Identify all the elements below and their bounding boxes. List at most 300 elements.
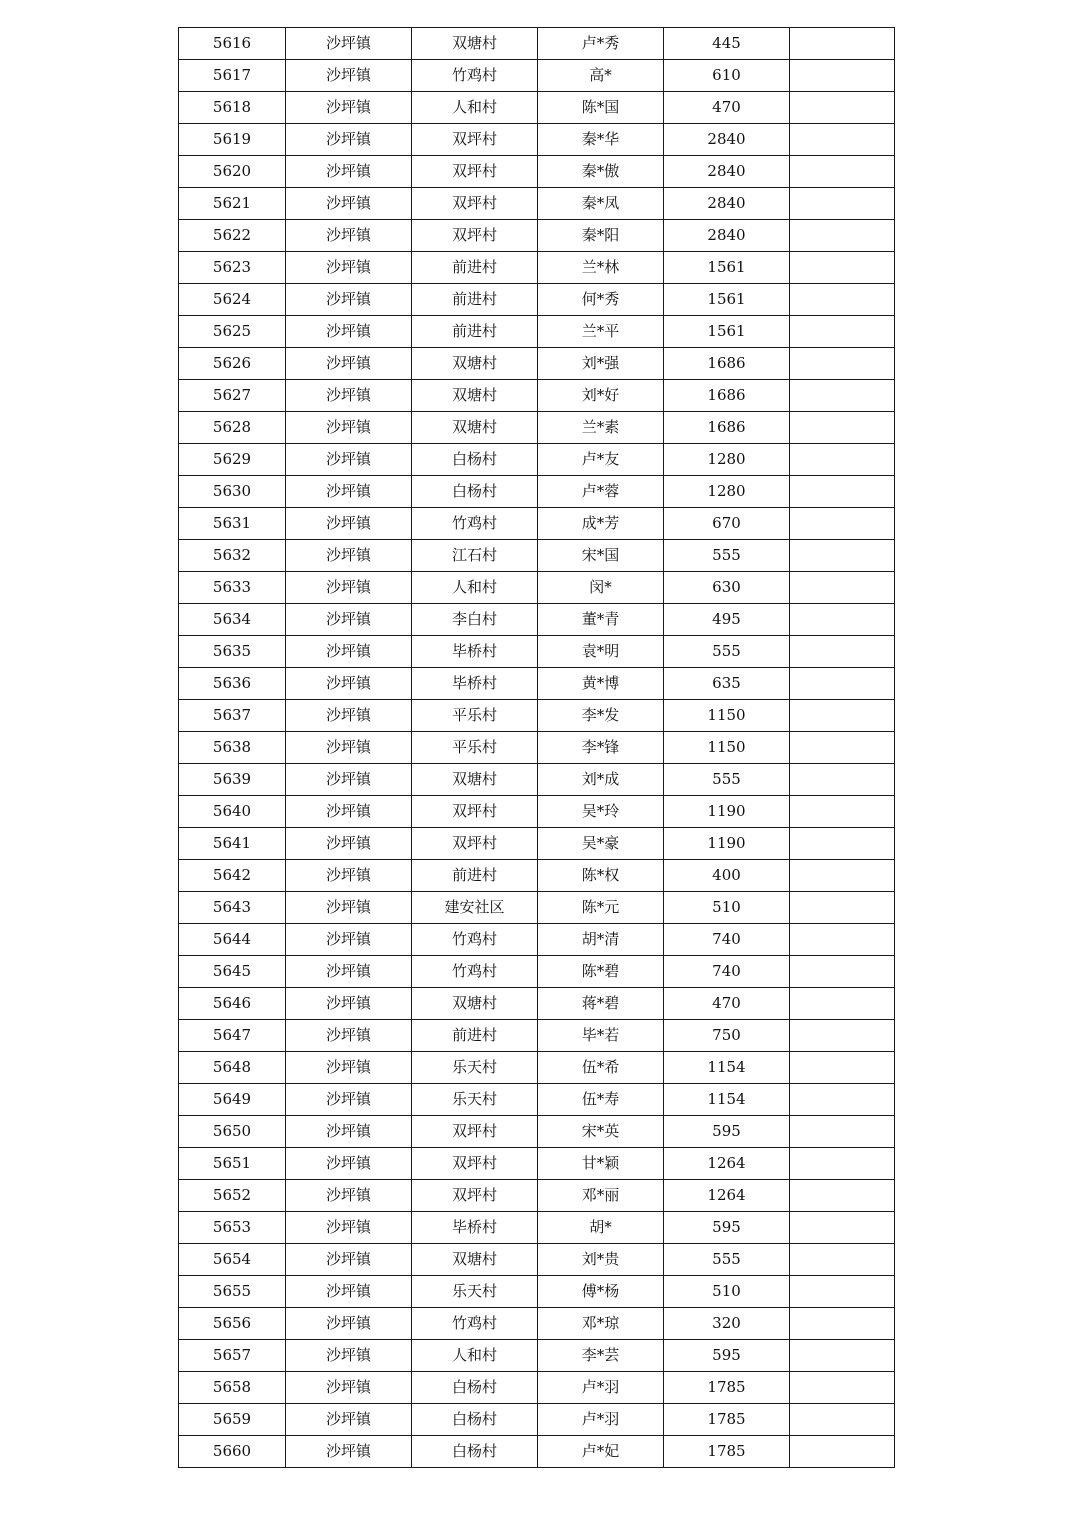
name-cell: 兰*林 xyxy=(538,252,664,284)
note-cell xyxy=(790,124,895,156)
name-cell: 秦*傲 xyxy=(538,156,664,188)
town-cell: 沙坪镇 xyxy=(286,700,412,732)
row-number-cell: 5626 xyxy=(179,348,286,380)
village-cell: 前进村 xyxy=(412,860,538,892)
name-cell: 吴*豪 xyxy=(538,828,664,860)
note-cell xyxy=(790,476,895,508)
note-cell xyxy=(790,604,895,636)
note-cell xyxy=(790,764,895,796)
name-cell: 刘*好 xyxy=(538,380,664,412)
amount-cell: 635 xyxy=(664,668,790,700)
village-cell: 双坪村 xyxy=(412,1180,538,1212)
table-row xyxy=(179,796,895,828)
town-cell: 沙坪镇 xyxy=(286,1020,412,1052)
town-cell: 沙坪镇 xyxy=(286,60,412,92)
amount-cell: 320 xyxy=(664,1308,790,1340)
name-cell: 卢*蓉 xyxy=(538,476,664,508)
table-row xyxy=(179,1308,895,1340)
row-number-cell: 5616 xyxy=(179,28,286,60)
village-cell: 竹鸡村 xyxy=(412,1308,538,1340)
row-number-cell: 5658 xyxy=(179,1372,286,1404)
amount-cell: 2840 xyxy=(664,220,790,252)
name-cell: 伍*寿 xyxy=(538,1084,664,1116)
village-cell: 双坪村 xyxy=(412,828,538,860)
name-cell: 黄*博 xyxy=(538,668,664,700)
row-number-cell: 5657 xyxy=(179,1340,286,1372)
amount-cell: 1561 xyxy=(664,316,790,348)
town-cell: 沙坪镇 xyxy=(286,1404,412,1436)
village-cell: 双塘村 xyxy=(412,988,538,1020)
name-cell: 李*芸 xyxy=(538,1340,664,1372)
row-number-cell: 5647 xyxy=(179,1020,286,1052)
table-row xyxy=(179,60,895,92)
village-cell: 双塘村 xyxy=(412,380,538,412)
table-row xyxy=(179,1180,895,1212)
name-cell: 兰*素 xyxy=(538,412,664,444)
amount-cell: 400 xyxy=(664,860,790,892)
village-cell: 双塘村 xyxy=(412,348,538,380)
name-cell: 刘*强 xyxy=(538,348,664,380)
name-cell: 秦*华 xyxy=(538,124,664,156)
row-number-cell: 5656 xyxy=(179,1308,286,1340)
name-cell: 胡*清 xyxy=(538,924,664,956)
note-cell xyxy=(790,1116,895,1148)
town-cell: 沙坪镇 xyxy=(286,572,412,604)
town-cell: 沙坪镇 xyxy=(286,156,412,188)
town-cell: 沙坪镇 xyxy=(286,1084,412,1116)
note-cell xyxy=(790,1180,895,1212)
town-cell: 沙坪镇 xyxy=(286,1276,412,1308)
row-number-cell: 5623 xyxy=(179,252,286,284)
row-number-cell: 5639 xyxy=(179,764,286,796)
name-cell: 董*青 xyxy=(538,604,664,636)
village-cell: 双塘村 xyxy=(412,764,538,796)
name-cell: 成*芳 xyxy=(538,508,664,540)
village-cell: 竹鸡村 xyxy=(412,60,538,92)
row-number-cell: 5642 xyxy=(179,860,286,892)
amount-cell: 1190 xyxy=(664,796,790,828)
note-cell xyxy=(790,220,895,252)
town-cell: 沙坪镇 xyxy=(286,636,412,668)
town-cell: 沙坪镇 xyxy=(286,732,412,764)
village-cell: 人和村 xyxy=(412,1340,538,1372)
note-cell xyxy=(790,572,895,604)
village-cell: 竹鸡村 xyxy=(412,956,538,988)
town-cell: 沙坪镇 xyxy=(286,1340,412,1372)
note-cell xyxy=(790,316,895,348)
table-row xyxy=(179,380,895,412)
row-number-cell: 5644 xyxy=(179,924,286,956)
table-row xyxy=(179,924,895,956)
amount-cell: 1264 xyxy=(664,1148,790,1180)
town-cell: 沙坪镇 xyxy=(286,1308,412,1340)
note-cell xyxy=(790,732,895,764)
table-row xyxy=(179,1372,895,1404)
note-cell xyxy=(790,1276,895,1308)
note-cell xyxy=(790,156,895,188)
row-number-cell: 5628 xyxy=(179,412,286,444)
table-row xyxy=(179,316,895,348)
amount-cell: 1154 xyxy=(664,1052,790,1084)
row-number-cell: 5620 xyxy=(179,156,286,188)
town-cell: 沙坪镇 xyxy=(286,1372,412,1404)
amount-cell: 555 xyxy=(664,540,790,572)
row-number-cell: 5636 xyxy=(179,668,286,700)
village-cell: 双坪村 xyxy=(412,124,538,156)
note-cell xyxy=(790,892,895,924)
village-cell: 双塘村 xyxy=(412,412,538,444)
table-row xyxy=(179,764,895,796)
amount-cell: 1785 xyxy=(664,1436,790,1468)
row-number-cell: 5617 xyxy=(179,60,286,92)
amount-cell: 740 xyxy=(664,956,790,988)
town-cell: 沙坪镇 xyxy=(286,348,412,380)
amount-cell: 1686 xyxy=(664,412,790,444)
table-row xyxy=(179,1404,895,1436)
amount-cell: 595 xyxy=(664,1212,790,1244)
table-row xyxy=(179,1020,895,1052)
village-cell: 白杨村 xyxy=(412,476,538,508)
row-number-cell: 5653 xyxy=(179,1212,286,1244)
village-cell: 双塘村 xyxy=(412,28,538,60)
table-row xyxy=(179,1276,895,1308)
row-number-cell: 5650 xyxy=(179,1116,286,1148)
name-cell: 胡* xyxy=(538,1212,664,1244)
name-cell: 刘*成 xyxy=(538,764,664,796)
town-cell: 沙坪镇 xyxy=(286,28,412,60)
note-cell xyxy=(790,1148,895,1180)
note-cell xyxy=(790,28,895,60)
table-row xyxy=(179,284,895,316)
village-cell: 毕桥村 xyxy=(412,636,538,668)
row-number-cell: 5654 xyxy=(179,1244,286,1276)
name-cell: 秦*凤 xyxy=(538,188,664,220)
village-cell: 乐天村 xyxy=(412,1052,538,1084)
table-row xyxy=(179,700,895,732)
row-number-cell: 5659 xyxy=(179,1404,286,1436)
table-row xyxy=(179,1436,895,1468)
name-cell: 卢*秀 xyxy=(538,28,664,60)
row-number-cell: 5638 xyxy=(179,732,286,764)
table-row xyxy=(179,1148,895,1180)
name-cell: 李*发 xyxy=(538,700,664,732)
village-cell: 双坪村 xyxy=(412,188,538,220)
village-cell: 竹鸡村 xyxy=(412,508,538,540)
amount-cell: 555 xyxy=(664,636,790,668)
table-row xyxy=(179,220,895,252)
name-cell: 宋*英 xyxy=(538,1116,664,1148)
note-cell xyxy=(790,1212,895,1244)
village-cell: 江石村 xyxy=(412,540,538,572)
village-cell: 双坪村 xyxy=(412,1148,538,1180)
name-cell: 陈*权 xyxy=(538,860,664,892)
row-number-cell: 5634 xyxy=(179,604,286,636)
table-row xyxy=(179,988,895,1020)
name-cell: 陈*元 xyxy=(538,892,664,924)
name-cell: 伍*希 xyxy=(538,1052,664,1084)
village-cell: 白杨村 xyxy=(412,1372,538,1404)
village-cell: 平乐村 xyxy=(412,700,538,732)
row-number-cell: 5619 xyxy=(179,124,286,156)
village-cell: 前进村 xyxy=(412,284,538,316)
village-cell: 平乐村 xyxy=(412,732,538,764)
name-cell: 陈*国 xyxy=(538,92,664,124)
note-cell xyxy=(790,924,895,956)
town-cell: 沙坪镇 xyxy=(286,412,412,444)
town-cell: 沙坪镇 xyxy=(286,508,412,540)
village-cell: 白杨村 xyxy=(412,1436,538,1468)
row-number-cell: 5655 xyxy=(179,1276,286,1308)
row-number-cell: 5632 xyxy=(179,540,286,572)
village-cell: 乐天村 xyxy=(412,1084,538,1116)
note-cell xyxy=(790,828,895,860)
town-cell: 沙坪镇 xyxy=(286,1148,412,1180)
village-cell: 前进村 xyxy=(412,316,538,348)
note-cell xyxy=(790,1084,895,1116)
table-row xyxy=(179,508,895,540)
village-cell: 人和村 xyxy=(412,92,538,124)
village-cell: 双坪村 xyxy=(412,156,538,188)
name-cell: 袁*明 xyxy=(538,636,664,668)
row-number-cell: 5652 xyxy=(179,1180,286,1212)
amount-cell: 495 xyxy=(664,604,790,636)
name-cell: 李*锋 xyxy=(538,732,664,764)
name-cell: 卢*羽 xyxy=(538,1404,664,1436)
amount-cell: 2840 xyxy=(664,124,790,156)
village-cell: 白杨村 xyxy=(412,444,538,476)
amount-cell: 1686 xyxy=(664,380,790,412)
amount-cell: 1264 xyxy=(664,1180,790,1212)
amount-cell: 555 xyxy=(664,764,790,796)
name-cell: 甘*颖 xyxy=(538,1148,664,1180)
amount-cell: 470 xyxy=(664,988,790,1020)
name-cell: 傅*杨 xyxy=(538,1276,664,1308)
note-cell xyxy=(790,412,895,444)
town-cell: 沙坪镇 xyxy=(286,1244,412,1276)
village-cell: 毕桥村 xyxy=(412,668,538,700)
amount-cell: 1785 xyxy=(664,1372,790,1404)
town-cell: 沙坪镇 xyxy=(286,1116,412,1148)
name-cell: 何*秀 xyxy=(538,284,664,316)
table-row xyxy=(179,252,895,284)
table-row xyxy=(179,412,895,444)
row-number-cell: 5643 xyxy=(179,892,286,924)
amount-cell: 1561 xyxy=(664,252,790,284)
village-cell: 双坪村 xyxy=(412,796,538,828)
table-row xyxy=(179,668,895,700)
village-cell: 毕桥村 xyxy=(412,1212,538,1244)
row-number-cell: 5660 xyxy=(179,1436,286,1468)
note-cell xyxy=(790,188,895,220)
table-row xyxy=(179,572,895,604)
table-row xyxy=(179,348,895,380)
amount-cell: 510 xyxy=(664,1276,790,1308)
name-cell: 闵* xyxy=(538,572,664,604)
village-cell: 建安社区 xyxy=(412,892,538,924)
town-cell: 沙坪镇 xyxy=(286,764,412,796)
town-cell: 沙坪镇 xyxy=(286,444,412,476)
note-cell xyxy=(790,636,895,668)
village-cell: 前进村 xyxy=(412,252,538,284)
amount-cell: 1150 xyxy=(664,700,790,732)
note-cell xyxy=(790,60,895,92)
village-cell: 李白村 xyxy=(412,604,538,636)
row-number-cell: 5641 xyxy=(179,828,286,860)
town-cell: 沙坪镇 xyxy=(286,988,412,1020)
note-cell xyxy=(790,1052,895,1084)
name-cell: 刘*贵 xyxy=(538,1244,664,1276)
row-number-cell: 5618 xyxy=(179,92,286,124)
table-row xyxy=(179,828,895,860)
note-cell xyxy=(790,988,895,1020)
note-cell xyxy=(790,700,895,732)
amount-cell: 470 xyxy=(664,92,790,124)
note-cell xyxy=(790,1372,895,1404)
amount-cell: 670 xyxy=(664,508,790,540)
note-cell xyxy=(790,668,895,700)
town-cell: 沙坪镇 xyxy=(286,540,412,572)
table-row xyxy=(179,1244,895,1276)
row-number-cell: 5622 xyxy=(179,220,286,252)
row-number-cell: 5629 xyxy=(179,444,286,476)
name-cell: 宋*国 xyxy=(538,540,664,572)
town-cell: 沙坪镇 xyxy=(286,956,412,988)
table-row xyxy=(179,732,895,764)
name-cell: 高* xyxy=(538,60,664,92)
amount-cell: 2840 xyxy=(664,188,790,220)
table-row xyxy=(179,92,895,124)
note-cell xyxy=(790,1020,895,1052)
table-row xyxy=(179,860,895,892)
table-row xyxy=(179,156,895,188)
name-cell: 卢*妃 xyxy=(538,1436,664,1468)
town-cell: 沙坪镇 xyxy=(286,860,412,892)
name-cell: 陈*碧 xyxy=(538,956,664,988)
town-cell: 沙坪镇 xyxy=(286,124,412,156)
amount-cell: 2840 xyxy=(664,156,790,188)
row-number-cell: 5637 xyxy=(179,700,286,732)
note-cell xyxy=(790,348,895,380)
village-cell: 双坪村 xyxy=(412,220,538,252)
amount-cell: 595 xyxy=(664,1116,790,1148)
name-cell: 邓*琼 xyxy=(538,1308,664,1340)
name-cell: 秦*阳 xyxy=(538,220,664,252)
row-number-cell: 5624 xyxy=(179,284,286,316)
town-cell: 沙坪镇 xyxy=(286,1052,412,1084)
note-cell xyxy=(790,1404,895,1436)
village-cell: 白杨村 xyxy=(412,1404,538,1436)
town-cell: 沙坪镇 xyxy=(286,924,412,956)
table-row xyxy=(179,28,895,60)
amount-cell: 1686 xyxy=(664,348,790,380)
town-cell: 沙坪镇 xyxy=(286,668,412,700)
note-cell xyxy=(790,540,895,572)
amount-cell: 510 xyxy=(664,892,790,924)
amount-cell: 445 xyxy=(664,28,790,60)
village-cell: 竹鸡村 xyxy=(412,924,538,956)
name-cell: 兰*平 xyxy=(538,316,664,348)
town-cell: 沙坪镇 xyxy=(286,380,412,412)
roster-table xyxy=(178,27,895,1468)
row-number-cell: 5635 xyxy=(179,636,286,668)
row-number-cell: 5633 xyxy=(179,572,286,604)
note-cell xyxy=(790,508,895,540)
amount-cell: 555 xyxy=(664,1244,790,1276)
town-cell: 沙坪镇 xyxy=(286,828,412,860)
table-row xyxy=(179,636,895,668)
table-row xyxy=(179,604,895,636)
row-number-cell: 5649 xyxy=(179,1084,286,1116)
amount-cell: 1561 xyxy=(664,284,790,316)
note-cell xyxy=(790,284,895,316)
town-cell: 沙坪镇 xyxy=(286,284,412,316)
town-cell: 沙坪镇 xyxy=(286,252,412,284)
name-cell: 卢*羽 xyxy=(538,1372,664,1404)
table-row xyxy=(179,1052,895,1084)
note-cell xyxy=(790,860,895,892)
row-number-cell: 5645 xyxy=(179,956,286,988)
amount-cell: 1280 xyxy=(664,444,790,476)
table-row xyxy=(179,1084,895,1116)
note-cell xyxy=(790,956,895,988)
table-row xyxy=(179,476,895,508)
table-row xyxy=(179,1212,895,1244)
table-row xyxy=(179,124,895,156)
amount-cell: 595 xyxy=(664,1340,790,1372)
town-cell: 沙坪镇 xyxy=(286,796,412,828)
table-row xyxy=(179,1340,895,1372)
name-cell: 邓*丽 xyxy=(538,1180,664,1212)
amount-cell: 1150 xyxy=(664,732,790,764)
name-cell: 卢*友 xyxy=(538,444,664,476)
town-cell: 沙坪镇 xyxy=(286,604,412,636)
note-cell xyxy=(790,252,895,284)
town-cell: 沙坪镇 xyxy=(286,1180,412,1212)
note-cell xyxy=(790,92,895,124)
amount-cell: 1280 xyxy=(664,476,790,508)
roster-table-body xyxy=(179,28,895,1468)
town-cell: 沙坪镇 xyxy=(286,476,412,508)
row-number-cell: 5640 xyxy=(179,796,286,828)
note-cell xyxy=(790,796,895,828)
row-number-cell: 5627 xyxy=(179,380,286,412)
note-cell xyxy=(790,1340,895,1372)
table-row xyxy=(179,956,895,988)
town-cell: 沙坪镇 xyxy=(286,1436,412,1468)
table-row xyxy=(179,1116,895,1148)
town-cell: 沙坪镇 xyxy=(286,188,412,220)
village-cell: 双塘村 xyxy=(412,1244,538,1276)
town-cell: 沙坪镇 xyxy=(286,92,412,124)
row-number-cell: 5625 xyxy=(179,316,286,348)
row-number-cell: 5651 xyxy=(179,1148,286,1180)
row-number-cell: 5648 xyxy=(179,1052,286,1084)
amount-cell: 750 xyxy=(664,1020,790,1052)
village-cell: 双坪村 xyxy=(412,1116,538,1148)
row-number-cell: 5631 xyxy=(179,508,286,540)
note-cell xyxy=(790,1308,895,1340)
table-row xyxy=(179,892,895,924)
row-number-cell: 5630 xyxy=(179,476,286,508)
amount-cell: 630 xyxy=(664,572,790,604)
name-cell: 毕*若 xyxy=(538,1020,664,1052)
amount-cell: 1154 xyxy=(664,1084,790,1116)
note-cell xyxy=(790,380,895,412)
table-row xyxy=(179,444,895,476)
village-cell: 前进村 xyxy=(412,1020,538,1052)
name-cell: 蒋*碧 xyxy=(538,988,664,1020)
amount-cell: 1190 xyxy=(664,828,790,860)
